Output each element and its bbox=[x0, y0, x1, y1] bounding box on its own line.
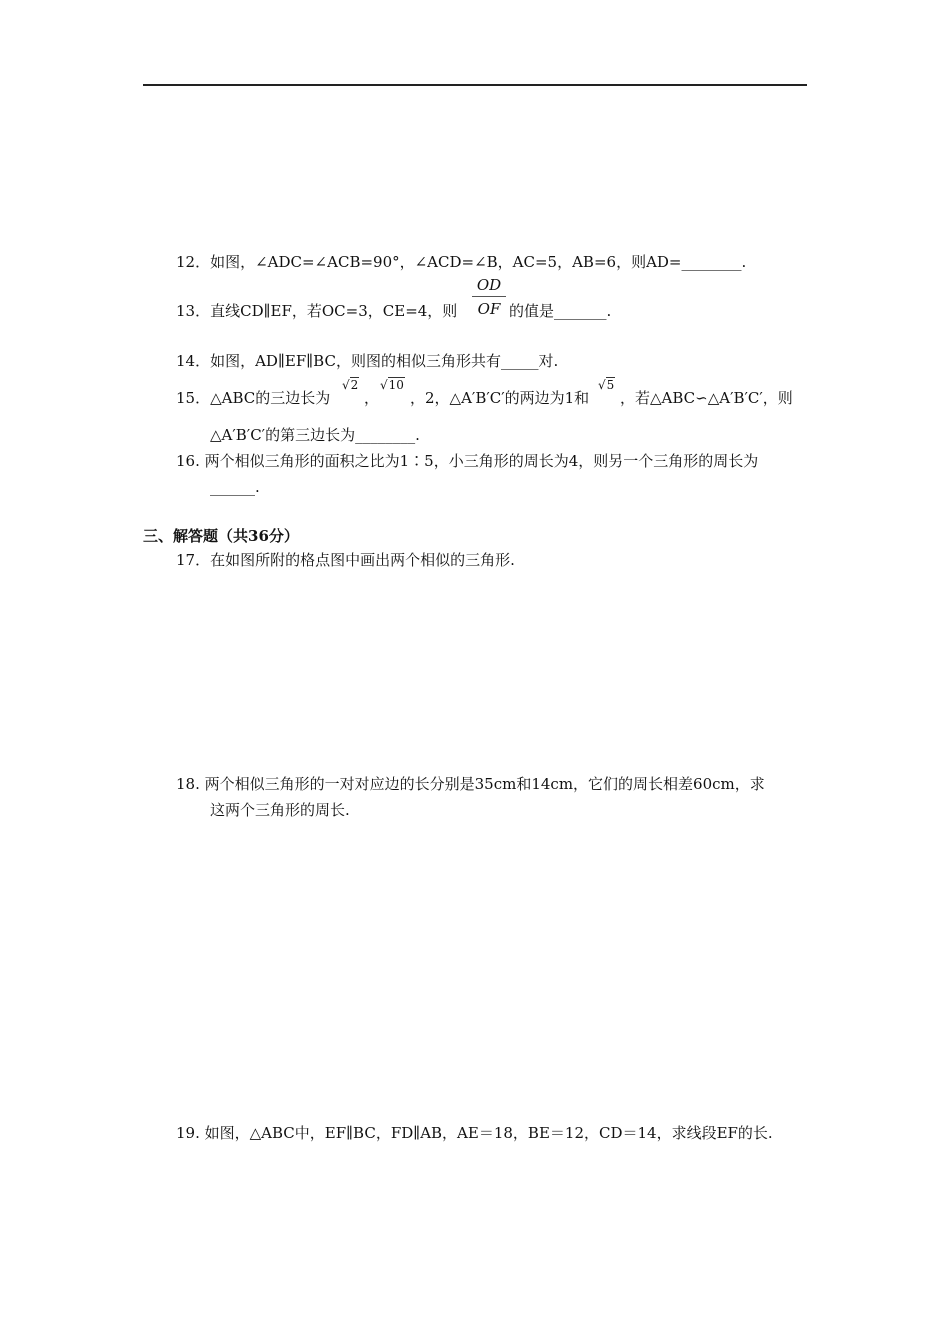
sqrt-5: √5 bbox=[598, 378, 615, 392]
question-15-end: ，若△ABC∽△A′B′C′，则 bbox=[620, 389, 793, 407]
question-15-start: 15．△ABC的三边长为 bbox=[176, 389, 331, 407]
question-14: 14．如图，AD∥EF∥BC，则图的相似三角形共有_____对. bbox=[176, 352, 559, 370]
fraction-denominator: OF bbox=[477, 300, 501, 318]
question-18-line2: 这两个三角形的周长. bbox=[210, 801, 350, 819]
fraction-numerator: OD bbox=[476, 276, 502, 294]
question-16: 16. 两个相似三角形的面积之比为1∶5，小三角形的周长为4，则另一个三角形的周长为 bbox=[176, 452, 759, 470]
question-17: 17．在如图所附的格点图中画出两个相似的三角形. bbox=[176, 551, 515, 569]
question-16-line2: ______. bbox=[210, 478, 260, 496]
question-18: 18. 两个相似三角形的一对对应边的长分别是35cm和14cm，它们的周长相差60cm，求 bbox=[176, 775, 765, 793]
question-13-start: 13．直线CD∥EF，若OC=3，CE=4，则 bbox=[176, 302, 458, 320]
section-heading: 三、解答题（共36分） bbox=[143, 527, 299, 545]
fraction-bar bbox=[472, 296, 506, 297]
comma: ， bbox=[364, 389, 380, 407]
header-rule bbox=[143, 84, 807, 86]
question-15-line2: △A′B′C′的第三边长为________. bbox=[210, 426, 420, 444]
sqrt-10: √10 bbox=[380, 378, 404, 392]
question-15-mid: ，2，△A′B′C′的两边为1和 bbox=[410, 389, 590, 407]
question-13-end: 的值是_______. bbox=[509, 302, 612, 320]
question-19: 19. 如图，△ABC中，EF∥BC，FD∥AB，AE＝18，BE＝12，CD＝14，求线段EF的长. bbox=[176, 1124, 773, 1142]
sqrt-2: √2 bbox=[342, 378, 359, 392]
question-13-fraction bbox=[472, 276, 506, 318]
question-12: 12．如图，∠ADC=∠ACB=90°，∠ACD=∠B，AC=5，AB=6，则AD=________. bbox=[176, 253, 747, 271]
